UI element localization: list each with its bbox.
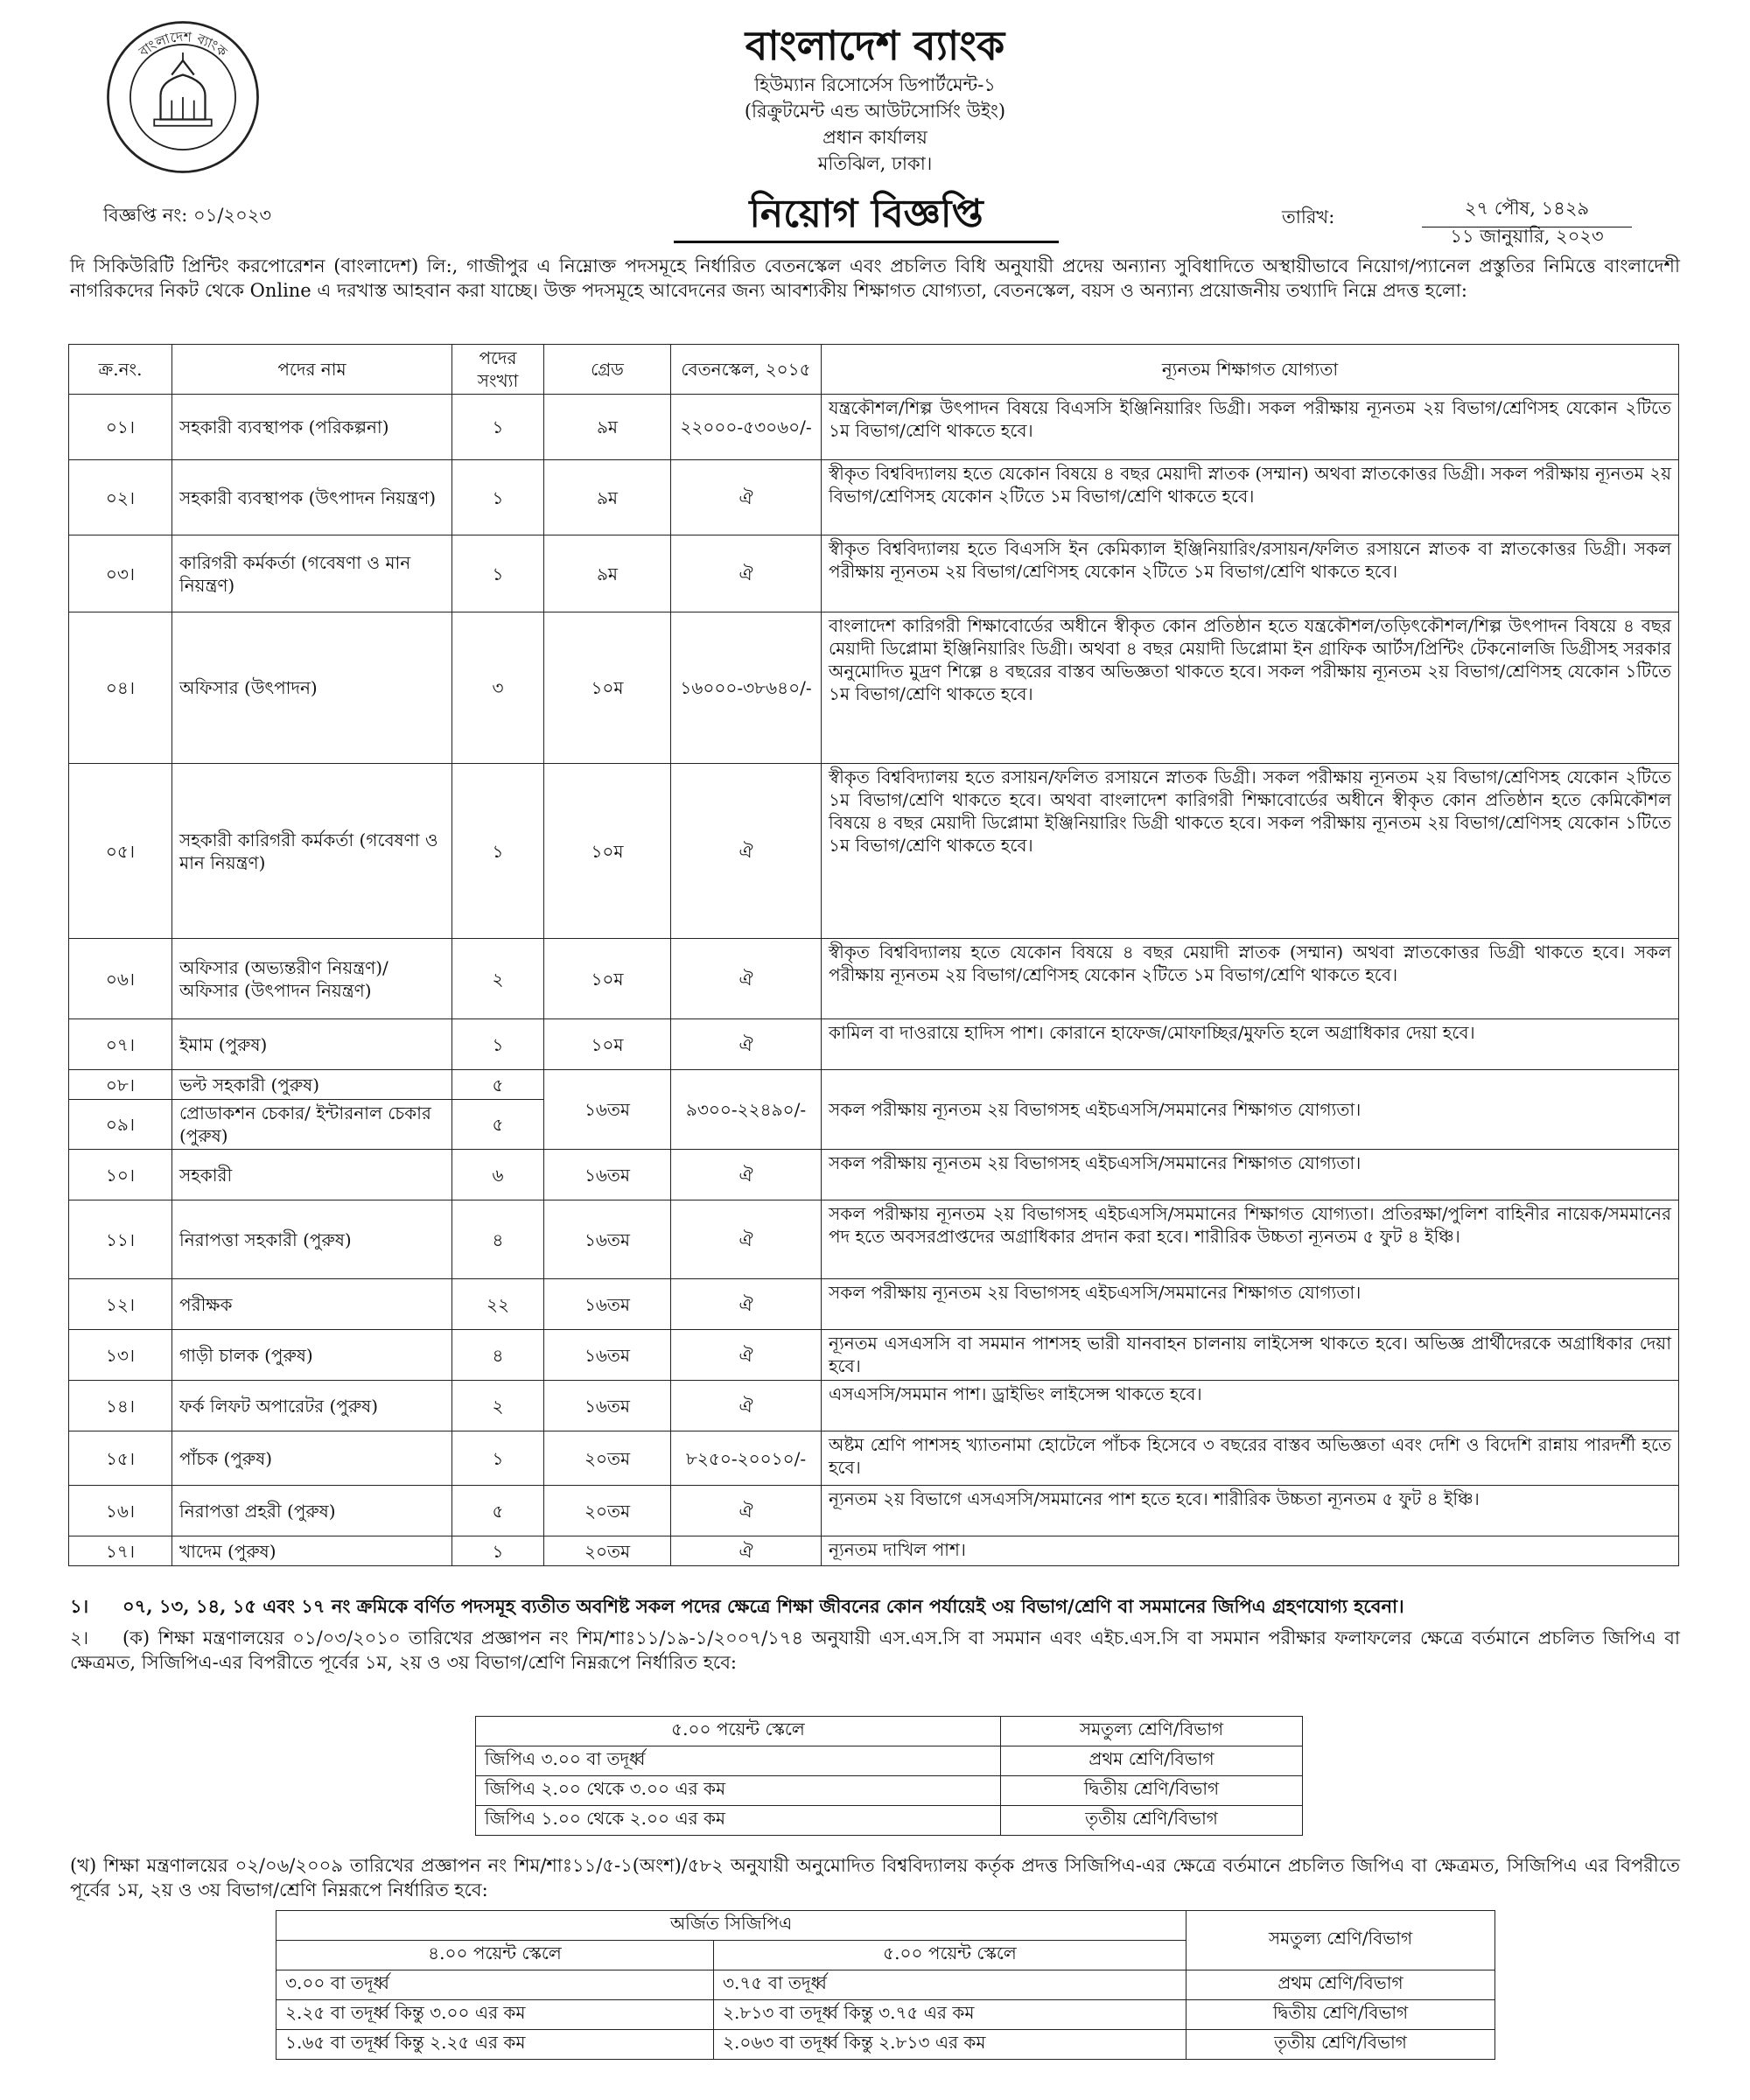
cell-count: ১ [452,1536,544,1566]
cell-pay: ঐ [671,939,822,1019]
cell-count: ২২ [452,1279,544,1330]
cell-grade: ১৬তম [544,1279,671,1330]
table-row [476,1806,1303,1836]
cell-count: ১ [452,1432,544,1486]
cell-sl: ১৬। [69,1486,172,1536]
note-1 [70,1594,1680,1619]
cell-count: ৩ [452,612,544,764]
cell-qualification: স্বীকৃত বিশ্ববিদ্যালয় হতে যেকোন বিষয়ে ৪ বছর মেয়াদী স্নাতক (সম্মান) অথবা স্নাতকোত্তর ডিগ্রী থাকতে হবে। সকল পরীক্ষায় ন্যূনতম ২য় বিভাগ/শ্রেণিসহ যেকোন ২টিতে ১ম বিভাগ/শ্রেণি থাকতে হবে। [822,939,1679,1019]
col-header-equivalent: সমতুল্য শ্রেণি/বিভাগ [1186,1911,1495,1970]
cell-qualification: যন্ত্রকৌশল/শিল্প উৎপাদন বিষয়ে বিএসসি ইঞ্জিনিয়ারিং ডিগ্রী। সকল পরীক্ষায় ন্যূনতম ২য় বিভাগ/শ্রেণিসহ যেকোন ২টিতে ১ম বিভাগ/শ্রেণি থাকতে হবে। [822,395,1679,460]
note-2-text: (ক) শিক্ষা মন্ত্রণালয়ের ০১/০৩/২০১০ তারিখের প্রজ্ঞাপন নং শিম/শাঃ১১/১৯-১/২০০৭/১৭৪ অনুযায়ী এস.এস.সি বা সমমান এবং এইচ.এস.সি বা সমমান পরীক্ষার ফলাফলের ক্ষেত্রে বর্তমানে প্রচলিত জিপিএ বা ক্ষেত্রমত, সিজিপিএ-এর বিপরীতে পূর্বের ১ম, ২য় ও ৩য় বিভাগ/শ্রেণি নিম্নরূপে নির্ধারিত হবে: [70,1628,1680,1673]
col-header-qualification: ন্যূনতম শিক্ষাগত যোগ্যতা [822,345,1679,395]
cell-grade: ১৬তম [544,1070,671,1150]
cell-five-scale: ২.৮১৩ বা তদূর্ধ্ব কিন্তু ৩.৭৫ এর কম [714,2000,1186,2030]
cell-post: সহকারী [172,1150,452,1200]
cell-equivalent: তৃতীয় শ্রেণি/বিভাগ [1001,1806,1303,1836]
table-row [69,1330,1679,1381]
cell-grade: ৯ম [544,536,671,612]
cell-grade: ২০তম [544,1486,671,1536]
col-header-post: পদের নাম [172,345,452,395]
cell-equivalent: দ্বিতীয় শ্রেণি/বিভাগ [1001,1776,1303,1806]
cell-pay: ঐ [671,536,822,612]
table-row [69,1486,1679,1536]
table-row [69,1150,1679,1200]
notes-section [70,1594,1680,1675]
cell-sl: ১২। [69,1279,172,1330]
cell-qualification: বাংলাদেশ কারিগরী শিক্ষাবোর্ডের অধীনে স্বীকৃত কোন প্রতিষ্ঠান হতে যন্ত্রকৌশল/তড়িৎকৌশল/শিল্প উৎপাদন বিষয়ে ৪ বছর মেয়াদী ডিপ্লোমা ইঞ্জিনিয়ারিং ডিগ্রী। অথবা ৪ বছর মেয়াদী ডিপ্লোমা ইন গ্রাফিক আর্টস/প্রিন্টিং টেকনোলজি ডিগ্রীসহ সরকার অনুমোদিত মুদ্রণ শিল্পে ৪ বছরের বাস্তব অভিজ্ঞতা থাকতে হবে। সকল পরীক্ষায় ন্যূনতম ২য় বিভাগ/শ্রেণিসহ যেকোন ১টিতে ১ম বিভাগ/শ্রেণি থাকতে হবে। [822,612,1679,764]
cell-pay: ১৬০০০-৩৮৬৪০/- [671,612,822,764]
cell-post: পরীক্ষক [172,1279,452,1330]
cell-pay: ঐ [671,764,822,939]
cell-grade: ২০তম [544,1432,671,1486]
col-header-four-scale: ৪.০০ পয়েন্ট স্কেলে [276,1941,714,1970]
cell-sl: ০৯। [69,1100,172,1150]
cell-qualification: সকল পরীক্ষায় ন্যূনতম ২য় বিভাগসহ এইচএসসি/সমমানের শিক্ষাগত যোগ্যতা। [822,1070,1679,1150]
col-header-sl: ক্র.নং. [69,345,172,395]
location: মতিঝিল, ঢাকা। [817,153,933,174]
notice-title-text: নিয়োগ বিজ্ঞপ্তি [749,192,984,236]
table-row [69,1432,1679,1486]
note-2 [70,1626,1680,1675]
cell-equivalent: প্রথম শ্রেণি/বিভাগ [1001,1746,1303,1776]
cell-post: ফর্ক লিফট অপারেটর (পুরুষ) [172,1381,452,1432]
cell-post: সহকারী ব্যবস্থাপক (পরিকল্পনা) [172,395,452,460]
cell-count: ৫ [452,1486,544,1536]
gpa-table-ssc-hsc [475,1716,1303,1836]
table-row [276,1970,1495,2000]
cell-four-scale: ১.৬৫ বা তদূর্ধ্ব কিন্তু ২.২৫ এর কম [276,2030,714,2060]
table-row [69,1381,1679,1432]
cell-sl: ১১। [69,1200,172,1279]
cell-post: সহকারী কারিগরী কর্মকর্তা (গবেষণা ও মান নিয়ন্ত্রণ) [172,764,452,939]
cell-count: ৬ [452,1150,544,1200]
bangladesh-bank-seal-logo [103,18,262,177]
notice-title [665,188,1068,243]
cell-post: সহকারী ব্যবস্থাপক (উৎপাদন নিয়ন্ত্রণ) [172,460,452,536]
table-row [276,2000,1495,2030]
cell-sl: ০২। [69,460,172,536]
cell-post: প্রোডাকশন চেকার/ ইন্টারনাল চেকার (পুরুষ) [172,1100,452,1150]
cell-sl: ০৮। [69,1070,172,1100]
cell-qualification: সকল পরীক্ষায় ন্যূনতম ২য় বিভাগসহ এইচএসসি/সমমানের শিক্ষাগত যোগ্যতা। [822,1279,1679,1330]
table-row [69,612,1679,764]
cell-five-scale: ৩.৭৫ বা তদূর্ধ্ব [714,1970,1186,2000]
cell-post: নিরাপত্তা প্রহরী (পুরুষ) [172,1486,452,1536]
table-header-row [276,1911,1495,1941]
col-header-equivalent: সমতুল্য শ্রেণি/বিভাগ [1001,1717,1303,1746]
col-header-count: পদের সংখ্যা [452,345,544,395]
col-header-cgpa-group: অর্জিত সিজিপিএ [276,1911,1186,1941]
table-row [476,1746,1303,1776]
table-row [69,1536,1679,1566]
cell-grade: ১৬তম [544,1330,671,1381]
title-underline [674,241,1059,243]
cell-pay: ঐ [671,1381,822,1432]
table-row [69,460,1679,536]
org-name: বাংলাদেশ ব্যাংক [745,22,1005,69]
table-row [69,939,1679,1019]
table-row [69,1279,1679,1330]
table-row [69,1200,1679,1279]
cell-grade: ২০তম [544,1536,671,1566]
cell-qualification: সকল পরীক্ষায় ন্যূনতম ২য় বিভাগসহ এইচএসসি/সমমানের শিক্ষাগত যোগ্যতা। প্রতিরক্ষা/পুলিশ বাহিনীর নায়েক/সমমানের পদ হতে অবসরপ্রাপ্তদের অগ্রাধিকার প্রদান করা হবে। শারীরিক উচ্চতা ন্যূনতম ৫ ফুট ৪ ইঞ্চি। [822,1200,1679,1279]
cell-scale: জিপিএ ১.০০ থেকে ২.০০ এর কম [476,1806,1001,1836]
wing: (রিক্রুটমেন্ট এন্ড আউটসোর্সিং উইং) [744,101,1006,122]
cell-grade: ১৬তম [544,1200,671,1279]
col-header-scale: ৫.০০ পয়েন্ট স্কেলে [476,1717,1001,1746]
gpa-table-university [276,1910,1495,2060]
cell-grade: ৯ম [544,395,671,460]
cell-qualification: ন্যূনতম এসএসসি বা সমমান পাশসহ ভারী যানবাহন চালনায় লাইসেন্স থাকতে হবে। অভিজ্ঞ প্রার্থীদেরকে অগ্রাধিকার দেয়া হবে। [822,1330,1679,1381]
cell-qualification: ন্যূনতম ২য় বিভাগে এসএসসি/সমমানের পাশ হতে হবে। শারীরিক উচ্চতা ন্যূনতম ৫ ফুট ৪ ইঞ্চি। [822,1486,1679,1536]
cell-post: খাদেম (পুরুষ) [172,1536,452,1566]
cell-sl: ০৪। [69,612,172,764]
col-header-pay: বেতনস্কেল, ২০১৫ [671,345,822,395]
cell-post: অফিসার (উৎপাদন) [172,612,452,764]
table-row [69,764,1679,939]
date-label: তারিখ: [1282,206,1335,228]
cell-qualification: কামিল বা দাওরায়ে হাদিস পাশ। কোরানে হাফেজ/মোফাচ্ছির/মুফতি হলে অগ্রাধিকার দেয়া হবে। [822,1019,1679,1070]
cell-post: ভল্ট সহকারী (পুরুষ) [172,1070,452,1100]
office: প্রধান কার্যালয় [822,127,928,148]
cell-grade: ১০ম [544,1019,671,1070]
cell-grade: ১০ম [544,764,671,939]
cell-count: ১ [452,395,544,460]
cell-count: ৫ [452,1100,544,1150]
cell-scale: জিপিএ ২.০০ থেকে ৩.০০ এর কম [476,1776,1001,1806]
cell-equivalent: তৃতীয় শ্রেণি/বিভাগ [1186,2030,1495,2060]
cell-pay: ঐ [671,1536,822,1566]
note-2-number: ২। [70,1628,89,1648]
cell-post: কারিগরী কর্মকর্তা (গবেষণা ও মান নিয়ন্ত্রণ) [172,536,452,612]
cell-sl: ০৭। [69,1019,172,1070]
cell-equivalent: প্রথম শ্রেণি/বিভাগ [1186,1970,1495,2000]
cell-grade: ১০ম [544,612,671,764]
cell-sl: ০১। [69,395,172,460]
intro-paragraph: দি সিকিউরিটি প্রিন্টিং করপোরেশন (বাংলাদেশ) লি:, গাজীপুর এ নিম্নোক্ত পদসমূহে নির্ধারিত বেতনস্কেল এবং প্রচলিত বিধি অনুযায়ী প্রদেয় অন্যান্য সুবিধাদিতে অস্থায়ীভাবে নিয়োগ/প্যানেল প্রস্তুতির নিমিত্তে বাংলাদেশী নাগরিকদের নিকট থেকে Online এ দরখাস্ত আহবান করা যাচ্ছে। উক্ত পদসমূহে আবেদনের জন্য আবশ্যকীয় শিক্ষাগত যোগ্যতা, বেতনস্কেল, বয়স ও অন্যান্য প্রয়োজনীয় তথ্যাদি নিম্নে প্রদত্ত হলো: [70,256,1680,301]
date-gregorian: ১১ জানুয়ারি, ২০২৩ [1450,226,1604,247]
cell-four-scale: ২.২৫ বা তদূর্ধ্ব কিন্তু ৩.০০ এর কম [276,2000,714,2030]
cell-pay: ঐ [671,1330,822,1381]
table-header-row [476,1717,1303,1746]
cell-pay: ঐ [671,460,822,536]
cell-sl: ১৭। [69,1536,172,1566]
table-header-row [69,345,1679,395]
cell-pay: ৮২৫০-২০০১০/- [671,1432,822,1486]
cell-count: ৪ [452,1330,544,1381]
table-row [276,2030,1495,2060]
cell-pay: ঐ [671,1019,822,1070]
cell-grade: ৯ম [544,460,671,536]
cell-sl: ১৩। [69,1330,172,1381]
cell-qualification: এসএসসি/সমমান পাশ। ড্রাইভিং লাইসেন্স থাকতে হবে। [822,1381,1679,1432]
cell-pay: ৯৩০০-২২৪৯০/- [671,1070,822,1150]
cell-qualification: স্বীকৃত বিশ্ববিদ্যালয় হতে যেকোন বিষয়ে ৪ বছর মেয়াদী স্নাতক (সম্মান) অথবা স্নাতকোত্তর ডিগ্রী। সকল পরীক্ষায় ন্যূনতম ২য় বিভাগ/শ্রেণিসহ যেকোন ২টিতে ১ম বিভাগ/শ্রেণি থাকতে হবে। [822,460,1679,536]
cell-count: ১ [452,536,544,612]
cell-qualification: অষ্টম শ্রেণি পাশসহ খ্যাতনামা হোটেলে পাঁচক হিসেবে ৩ বছরের বাস্তব অভিজ্ঞতা এবং দেশি ও বিদেশি রান্নায় পারদর্শী হতে হবে। [822,1432,1679,1486]
note-1-number: ১। [70,1595,89,1617]
cell-grade: ১০ম [544,939,671,1019]
cell-grade: ১৬তম [544,1381,671,1432]
cell-qualification: স্বীকৃত বিশ্ববিদ্যালয় হতে রসায়ন/ফলিত রসায়নে স্নাতক ডিগ্রী। সকল পরীক্ষায় ন্যূনতম ২য় বিভাগ/শ্রেণিসহ যেকোন ২টিতে ১ম বিভাগ/শ্রেণি থাকতে হবে। অথবা বাংলাদেশ কারিগরী শিক্ষাবোর্ডের অধীনে স্বীকৃত কোন প্রতিষ্ঠান হতে কেমিকৌশল বিষয়ে ৪ বছর মেয়াদী ডিপ্লোমা ইঞ্জিনিয়ারিং ডিগ্রী থাকতে হবে। সকল পরীক্ষায় ন্যূনতম ২য় বিভাগ/শ্রেণিসহ যেকোন ১টিতে ১ম বিভাগ/শ্রেণি থাকতে হবে। [822,764,1679,939]
cell-sl: ১৪। [69,1381,172,1432]
cell-scale: জিপিএ ৩.০০ বা তদূর্ধ্ব [476,1746,1001,1776]
cell-sl: ১০। [69,1150,172,1200]
cell-sl: ০৫। [69,764,172,939]
table-row [69,395,1679,460]
cell-pay: ঐ [671,1200,822,1279]
cell-count: ৪ [452,1200,544,1279]
cell-count: ১ [452,764,544,939]
col-header-grade: গ্রেড [544,345,671,395]
cell-count: ৫ [452,1070,544,1100]
cell-sl: ০৬। [69,939,172,1019]
cell-grade: ১৬তম [544,1150,671,1200]
letterhead [438,19,1312,177]
table-row [476,1776,1303,1806]
cell-post: পাঁচক (পুরুষ) [172,1432,452,1486]
cell-pay: ঐ [671,1486,822,1536]
cell-pay: ঐ [671,1279,822,1330]
note-2-kha: (খ) শিক্ষা মন্ত্রণালয়ের ০২/০৬/২০০৯ তারিখের প্রজ্ঞাপন নং শিম/শাঃ১১/৫-১(অংশ)/৫৮২ অনুযায়ী অনুমোদিত বিশ্ববিদ্যালয় কর্তৃক প্রদত্ত সিজিপিএ-এর ক্ষেত্রে বর্তমানে প্রচলিত জিপিএ বা ক্ষেত্রমত, সিজিপিএ এর বিপরীতে পূর্বের ১ম, ২য় ও ৩য় বিভাগ/শ্রেণি নিম্নরূপে নির্ধারিত হবে: [70,1855,1680,1900]
cell-sl: ০৩। [69,536,172,612]
notice-number: বিজ্ঞপ্তি নং: ০১/২০২৩ [103,205,272,226]
cell-pay: ২২০০০-৫৩০৬০/- [671,395,822,460]
cell-post: গাড়ী চালক (পুরুষ) [172,1330,452,1381]
posts-table [68,344,1679,1566]
table-row [69,536,1679,612]
note-1-text: ০৭, ১৩, ১৪, ১৫ এবং ১৭ নং ক্রমিকে বর্ণিত পদসমূহ ব্যতীত অবশিষ্ট সকল পদের ক্ষেত্রে শিক্ষা জীবনের কোন পর্যায়েই ৩য় বিভাগ/শ্রেণি বা সমমানের জিপিএ গ্রহণযোগ্য হবেনা। [122,1595,1404,1617]
cell-count: ২ [452,939,544,1019]
cell-post: ইমাম (পুরুষ) [172,1019,452,1070]
date-bengali: ২৭ পৌষ, ১৪২৯ [1422,194,1632,228]
cell-post: নিরাপত্তা সহকারী (পুরুষ) [172,1200,452,1279]
cell-pay: ঐ [671,1150,822,1200]
department: হিউম্যান রিসোর্সেস ডিপার্টমেন্ট-১ [754,74,996,95]
cell-count: ২ [452,1381,544,1432]
cell-count: ১ [452,460,544,536]
seal-text: বাংলাদেশ ব্যাংক [136,28,230,60]
cell-four-scale: ৩.০০ বা তদূর্ধ্ব [276,1970,714,2000]
cell-qualification: ন্যূনতম দাখিল পাশ। [822,1536,1679,1566]
cell-qualification: সকল পরীক্ষায় ন্যূনতম ২য় বিভাগসহ এইচএসসি/সমমানের শিক্ষাগত যোগ্যতা। [822,1150,1679,1200]
cell-count: ১ [452,1019,544,1070]
cell-qualification: স্বীকৃত বিশ্ববিদ্যালয় হতে বিএসসি ইন কেমিক্যাল ইঞ্জিনিয়ারিং/রসায়ন/ফলিত রসায়নে স্নাতক বা স্নাতকোত্তর ডিগ্রী। সকল পরীক্ষায় ন্যূনতম ২য় বিভাগ/শ্রেণিসহ যেকোন ২টিতে ১ম বিভাগ/শ্রেণি থাকতে হবে। [822,536,1679,612]
cell-five-scale: ২.০৬৩ বা তদূর্ধ্ব কিন্তু ২.৮১৩ এর কম [714,2030,1186,2060]
table-row [69,1019,1679,1070]
col-header-five-scale: ৫.০০ পয়েন্ট স্কেলে [714,1941,1186,1970]
cell-post: অফিসার (অভ্যন্তরীণ নিয়ন্ত্রণ)/ অফিসার (উৎপাদন নিয়ন্ত্রণ) [172,939,452,1019]
cell-sl: ১৫। [69,1432,172,1486]
cell-equivalent: দ্বিতীয় শ্রেণি/বিভাগ [1186,2000,1495,2030]
table-row [69,1070,1679,1100]
